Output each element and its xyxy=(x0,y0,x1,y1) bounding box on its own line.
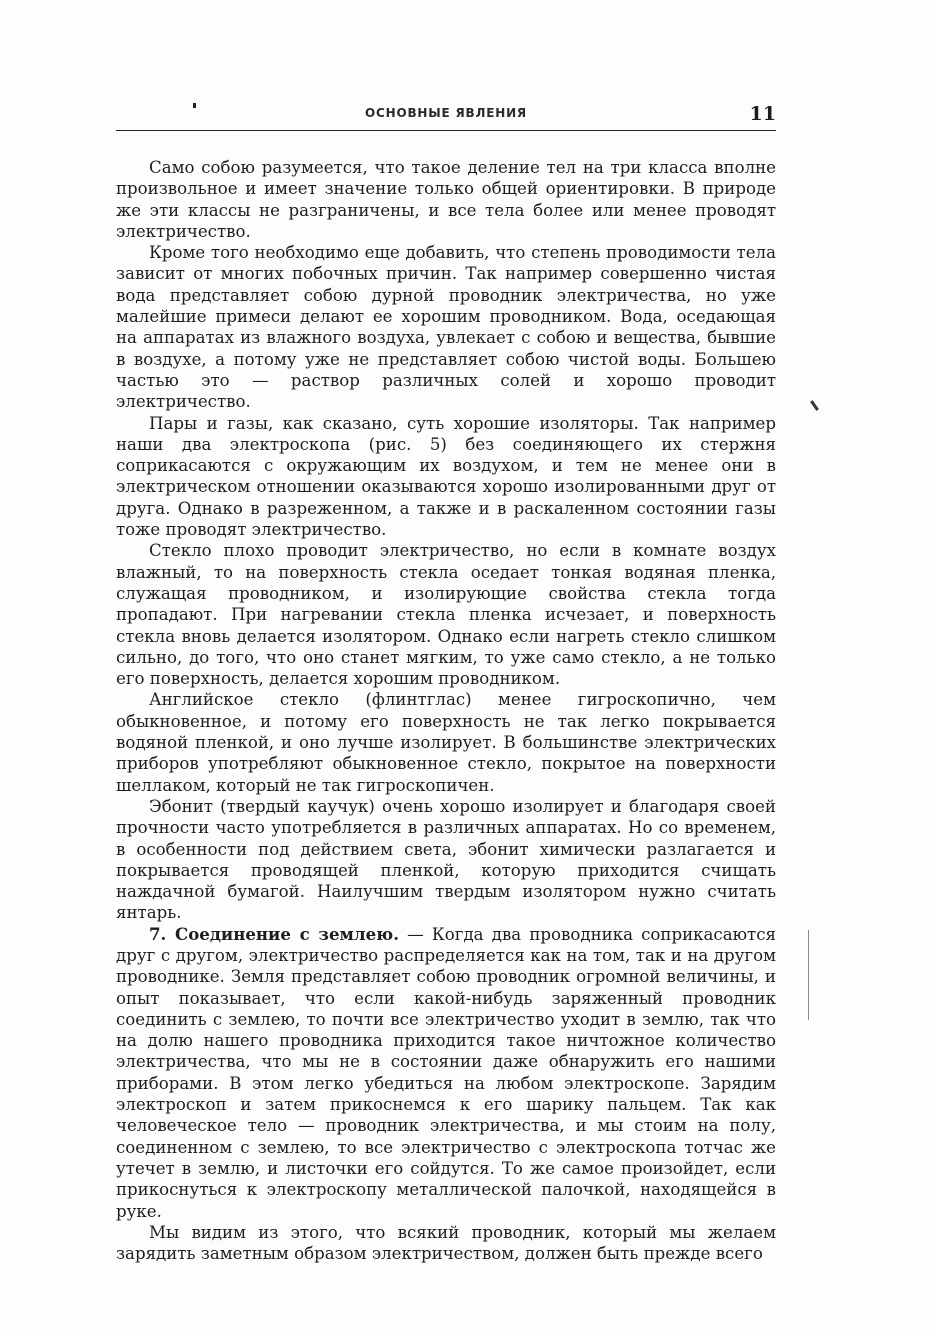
page-number: 11 xyxy=(749,103,776,125)
margin-mark xyxy=(810,400,819,411)
header-rule xyxy=(116,130,776,131)
paragraph-1: Само собою разумеется, что такое деление тел на три класса вполне произвольное и имеет значение только общей ориентировки. В природе же эти классы не разграничены, и все тела более или менее проводят электричество. xyxy=(116,158,776,241)
paragraph-3: Пары и газы, как сказано, суть хорошие изоляторы. Так например наши два электроскопа (рис. 5) без соединяющего их стержня соприкасаются с окружающим их воздухом, и тем не менее они в электрическом отношении оказываются хорошо изолированными друг от друга. Однако в разреженном, а также и в раскаленном состоянии газы тоже проводят электричество. xyxy=(116,413,776,540)
section-heading: 7. Соединение с землею. xyxy=(149,923,399,944)
paragraph-5: Английское стекло (флинтглас) менее гигроскопично, чем обыкновенное, и потому его поверхность не так легко покрывается водяной пленкой, и оно лучше изолирует. В большинстве электрических приборов употребляют обыкновенное стекло, покрытое на поверхности шеллаком, который не так гигроскопичен. xyxy=(116,690,776,795)
running-header xyxy=(116,103,776,125)
paragraph-last: Мы видим из этого, что всякий проводник, который мы желаем зарядить заметным образом электричеством, должен быть прежде всего xyxy=(116,1222,776,1264)
paragraph-6: Эбонит (твердый каучук) очень хорошо изолирует и благодаря своей прочности часто употребляется в различных аппаратах. Но со временем, в особенности под действием света, эбонит химически разлагается и покрывается проводящей пленкой, которую приходится счищать наждачной бумагой. Наилучшим твердым изолятором нужно считать янтарь. xyxy=(116,796,776,923)
paragraph-4: Стекло плохо проводит электричество, но если в комнате воздух влажный, то на поверхность стекла оседает тонкая водяная пленка, служащая проводником, и изолирующие свойства стекла тогда пропадают. При нагревании стекла пленка исчезает, и поверхность стекла вновь делается изолятором. Однако если нагреть стекло слишком сильно, до того, что оно станет мягким, то уже само стекло, а не только его поверхность, делается хорошим проводником. xyxy=(116,541,776,689)
body-text xyxy=(116,157,776,1264)
margin-pencil-line xyxy=(808,930,809,1020)
section-text: — Когда два проводника соприкасаются друг с другом, электричество распределяется как на том, так и на другом проводнике. Земля представляет собою проводник огромной величины, и опыт показывает, что если какой-нибудь заряженный проводник соединить с землею, то почти все электричество уходит в землю, так что на долю нашего проводника приходится такое ничтожное количество электричества, что мы не в состоянии даже обнаружить его нашими приборами. В этом легко убедиться на любом электроскопе. Зарядим электроскоп и затем прикоснемся к его шарику пальцем. Так как человеческое тело — проводник электричества, и мы стоим на полу, соединенном с землею, то все электричество с электроскопа тотчас же утечет в землю, и листочки его сойдутся. То же самое произойдет, если прикоснуться к электроскопу металлической палочкой, находящейся в руке. xyxy=(116,924,776,1221)
paragraph-section-7 xyxy=(116,924,776,1222)
header-title: ОСНОВНЫЕ ЯВЛЕНИЯ xyxy=(365,106,527,120)
paragraph-2: Кроме того необходимо еще добавить, что степень проводимости тела зависит от многих побочных причин. Так например совершенно чистая вода представляет собою дурной проводник электричества, но уже малейшие примеси делают ее хорошим проводником. Вода, оседающая на аппаратах из влажного воздуха, увлекает с собою и вещества, бывшие в воздухе, а потому уже не представляет собою чистой воды. Большею частью это — раствор различных солей и хорошо проводит электричество. xyxy=(116,243,776,412)
